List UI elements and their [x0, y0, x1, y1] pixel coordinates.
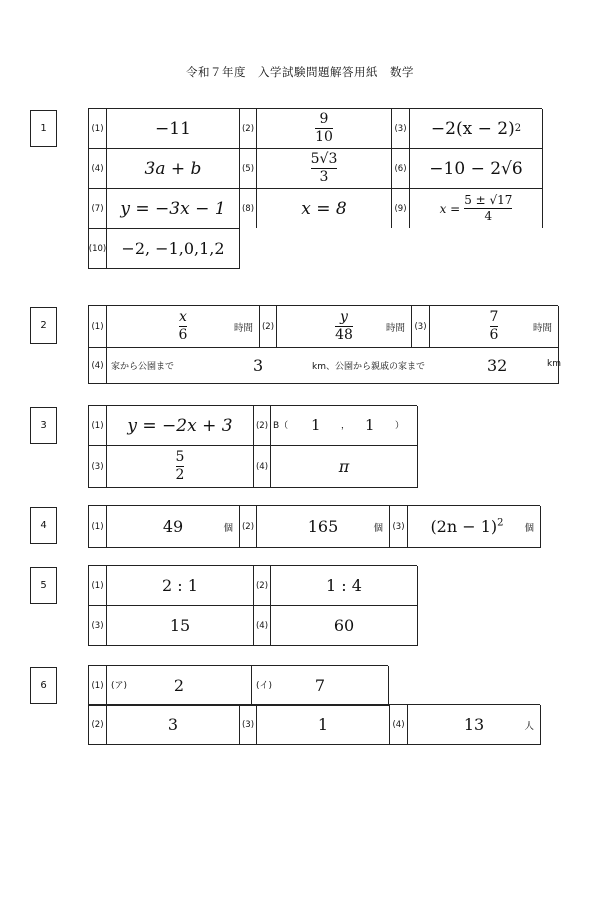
- item-num: (3): [392, 109, 410, 149]
- answer-cell: [107, 348, 559, 384]
- text-label: 家から公園まで: [111, 362, 175, 372]
- item-num: (2): [254, 406, 271, 446]
- y-value: 1: [365, 416, 375, 434]
- denominator: 10: [315, 129, 333, 145]
- item-num: (8): [240, 189, 257, 229]
- answer-cell: [257, 506, 390, 548]
- answer-cell: −2, −1,0,1,2: [107, 229, 240, 269]
- item-num: (4): [89, 348, 107, 384]
- answer-cell: π: [271, 446, 418, 488]
- item-num: (7): [89, 189, 107, 229]
- answer-cell: x = 8: [257, 189, 392, 229]
- answer-cell: [107, 506, 240, 548]
- unit-label: 時間: [532, 322, 552, 334]
- answer-cell: [410, 189, 543, 229]
- denominator: 4: [484, 209, 493, 223]
- item-num: (2): [89, 705, 107, 745]
- answer-cell: [271, 406, 418, 446]
- answer-cell: [408, 705, 541, 745]
- item-num: (4): [254, 606, 271, 646]
- unit-label: km: [547, 359, 561, 369]
- item-num: (10): [89, 229, 107, 269]
- denominator: 3: [319, 169, 329, 185]
- item-num: (4): [254, 446, 271, 488]
- question-4-label: 4: [30, 507, 57, 544]
- answer-value: 32: [487, 356, 508, 375]
- unit-label: 個: [223, 522, 233, 534]
- item-num: (5): [240, 149, 257, 189]
- question-6-table-top: [88, 665, 388, 706]
- answer-cell: [430, 306, 559, 348]
- answer-cell: y = −2x + 3: [107, 406, 254, 446]
- answer-cell: −10 − 2√6: [410, 149, 543, 189]
- question-4-table: [88, 505, 540, 548]
- item-num: (3): [390, 506, 408, 548]
- item-num: (1): [89, 506, 107, 548]
- answer-cell: [408, 506, 541, 548]
- answer-cell: 1 : 4: [271, 566, 418, 606]
- answer-cell: [107, 306, 260, 348]
- item-num: (2): [240, 109, 257, 149]
- separator: ，: [341, 421, 351, 431]
- x-value: 1: [311, 416, 321, 434]
- unit-label: 人: [524, 720, 534, 732]
- answer-value: 165: [307, 517, 339, 536]
- item-num: (3): [412, 306, 430, 348]
- answer-cell-a: [107, 666, 252, 706]
- answer-cell: 2 : 1: [107, 566, 254, 606]
- item-num: (4): [89, 149, 107, 189]
- item-num: (1): [89, 566, 107, 606]
- answer-base: (2n − 1): [430, 517, 498, 536]
- item-num: (3): [240, 705, 257, 745]
- unit-label: 時間: [385, 322, 405, 334]
- numerator: 9: [319, 111, 329, 128]
- answer-exponent: 2: [514, 123, 522, 134]
- answer-cell: −11: [107, 109, 240, 149]
- answer-value: 49: [162, 517, 184, 536]
- answer-cell: [107, 446, 254, 488]
- sub-label-b: (イ): [256, 681, 273, 691]
- answer-cell-b: [252, 666, 389, 706]
- item-num: (2): [240, 506, 257, 548]
- page-title: 令和７年度 入学試験問題解答用紙 数学: [186, 65, 414, 79]
- unit-label: 個: [373, 522, 383, 534]
- answer-cell: 3: [107, 705, 240, 745]
- question-3-label: 3: [30, 407, 57, 444]
- answer-value: 2: [173, 676, 185, 695]
- answer-cell: 3a + b: [107, 149, 240, 189]
- point-prefix: B（: [273, 421, 289, 431]
- numerator: x: [179, 309, 187, 326]
- answer-cell: [410, 109, 543, 149]
- question-1-label: 1: [30, 110, 57, 147]
- item-num: (1): [89, 109, 107, 149]
- denominator: 6: [178, 327, 188, 343]
- text-label: km、公園から親戚の家まで: [312, 362, 425, 372]
- question-5-table: [88, 565, 417, 646]
- answer-cell: y = −3x − 1: [107, 189, 240, 229]
- item-num: (3): [89, 606, 107, 646]
- numerator: 5: [175, 449, 185, 466]
- answer-cell: 15: [107, 606, 254, 646]
- item-num: (3): [89, 446, 107, 488]
- item-num: (2): [260, 306, 277, 348]
- answer-value: 13: [463, 715, 485, 734]
- blank-area: [240, 228, 544, 270]
- question-2-table: [88, 305, 561, 384]
- question-2-label: 2: [30, 307, 57, 344]
- unit-label: 個: [524, 522, 534, 534]
- unit-label: 時間: [233, 322, 253, 334]
- question-6-table-bottom: [88, 704, 540, 745]
- item-num: (9): [392, 189, 410, 229]
- numerator: 5 ± √17: [464, 193, 513, 208]
- question-6-label: 6: [30, 667, 57, 704]
- answer-cell: 60: [271, 606, 418, 646]
- point-suffix: ）: [395, 421, 405, 431]
- answer-cell: [257, 149, 392, 189]
- answer-cell: [257, 109, 392, 149]
- answer-prefix: x =: [439, 201, 461, 216]
- answer-cell: [277, 306, 412, 348]
- question-3-table: [88, 405, 417, 488]
- item-num: (4): [390, 705, 408, 745]
- denominator: 2: [175, 467, 185, 483]
- numerator: 7: [489, 309, 499, 326]
- item-num: (1): [89, 406, 107, 446]
- item-num: (6): [392, 149, 410, 189]
- numerator: y: [340, 309, 348, 326]
- item-num: (1): [89, 666, 107, 706]
- denominator: 48: [335, 327, 353, 343]
- answer-value: 3: [253, 356, 264, 375]
- answer-base: −2(x − 2): [430, 118, 515, 139]
- answer-value: 7: [314, 676, 326, 695]
- item-num: (2): [254, 566, 271, 606]
- sub-label-a: (ア): [111, 681, 128, 691]
- question-5-label: 5: [30, 567, 57, 604]
- numerator: 5√3: [310, 151, 338, 168]
- answer-cell: 1: [257, 705, 390, 745]
- answer-exponent: 2: [497, 517, 504, 529]
- item-num: (1): [89, 306, 107, 348]
- denominator: 6: [489, 327, 499, 343]
